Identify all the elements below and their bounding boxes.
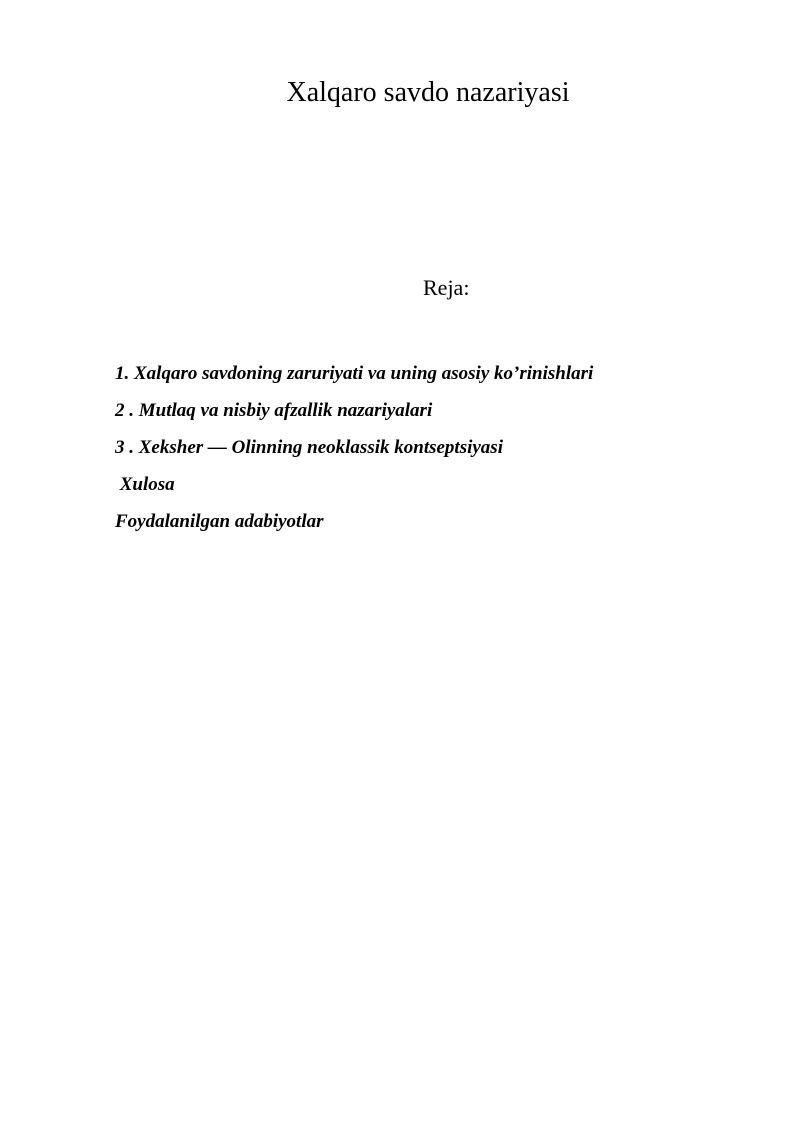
table-of-contents: [115, 355, 593, 540]
toc-item-3: 3 . Xeksher — Olinning neoklassik kontseptsiyasi: [115, 437, 503, 458]
toc-item-1: 1. Xalqaro savdoning zaruriyati va uning asosiy ko’rinishlari: [115, 363, 594, 384]
plan-heading: Reja:: [423, 275, 470, 300]
toc-item-conclusion: Xulosa: [115, 474, 175, 495]
toc-item-references: Foydalanilgan adabiyotlar: [115, 511, 324, 532]
document-title: Xalqaro savdo nazariyasi: [286, 77, 570, 108]
toc-item-2: 2 . Mutlaq va nisbiy afzallik nazariyalari: [115, 400, 433, 421]
